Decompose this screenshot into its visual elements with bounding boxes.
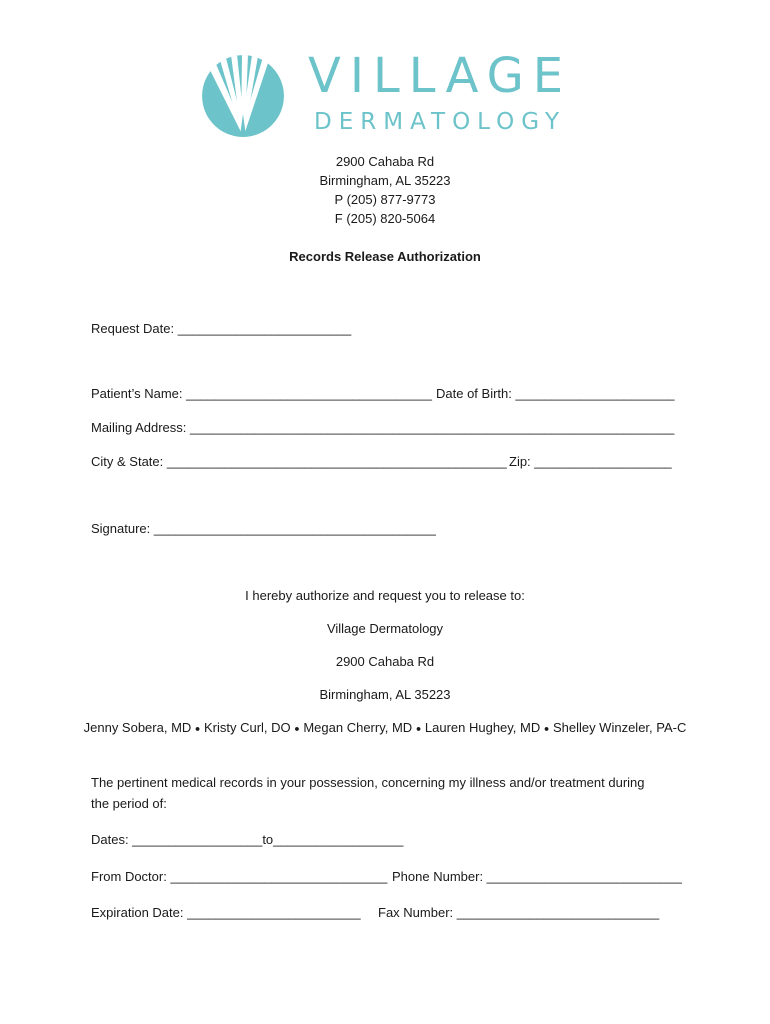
release-recipient: Village Dermatology <box>326 621 444 636</box>
records-text-line1: The pertinent medical records in your possession, concerning my illness and/or treatment during <box>91 775 645 790</box>
provider-list <box>0 720 770 735</box>
request-date-field[interactable]: Request Date: ________________________ <box>91 321 352 336</box>
provider-name: Lauren Hughey, MD <box>424 720 541 735</box>
expiration-date-field[interactable]: Expiration Date: ________________________ <box>91 905 361 920</box>
clinic-fax: F (205) 820-5064 <box>334 211 436 226</box>
fax-number-field[interactable]: Fax Number: ____________________________ <box>378 905 660 920</box>
bullet-icon: ● <box>194 723 201 734</box>
provider-name: Jenny Sobera, MD <box>83 720 192 735</box>
clinic-phone: P (205) 877-9773 <box>334 192 436 207</box>
phone-number-field[interactable]: Phone Number: ___________________________ <box>392 869 682 884</box>
patient-name-field[interactable]: Patient’s Name: __________________________________ <box>91 386 432 401</box>
from-doctor-field[interactable]: From Doctor: ______________________________ <box>91 869 388 884</box>
form-title: Records Release Authorization <box>289 249 481 264</box>
brand-name-dermatology: DERMATOLOGY <box>314 109 566 135</box>
release-address-line2: Birmingham, AL 35223 <box>319 687 451 702</box>
release-address-line1: 2900 Cahaba Rd <box>335 654 435 669</box>
clinic-address-line2: Birmingham, AL 35223 <box>319 173 451 188</box>
mailing-address-field[interactable]: Mailing Address: ___________________________________________________________________ <box>91 420 675 435</box>
zip-field[interactable]: Zip: ___________________ <box>509 454 672 469</box>
provider-name: Kristy Curl, DO <box>203 720 291 735</box>
date-of-birth-field[interactable]: Date of Birth: ______________________ <box>436 386 675 401</box>
clinic-address-line1: 2900 Cahaba Rd <box>335 154 435 169</box>
city-state-field[interactable]: City & State: _______________________________________________ <box>91 454 507 469</box>
bullet-icon: ● <box>543 723 550 734</box>
records-text-line2: the period of: <box>91 796 167 811</box>
dates-field[interactable]: Dates: __________________to__________________ <box>91 832 404 847</box>
release-intro: I hereby authorize and request you to release to: <box>245 588 525 603</box>
brand-name-village: VILLAGE <box>308 48 573 104</box>
signature-field[interactable]: Signature: _______________________________________ <box>91 521 436 536</box>
provider-name: Megan Cherry, MD <box>303 720 413 735</box>
bullet-icon: ● <box>415 723 422 734</box>
provider-name: Shelley Winzeler, PA-C <box>552 720 687 735</box>
village-dermatology-logo-icon <box>200 54 286 138</box>
bullet-icon: ● <box>294 723 300 734</box>
